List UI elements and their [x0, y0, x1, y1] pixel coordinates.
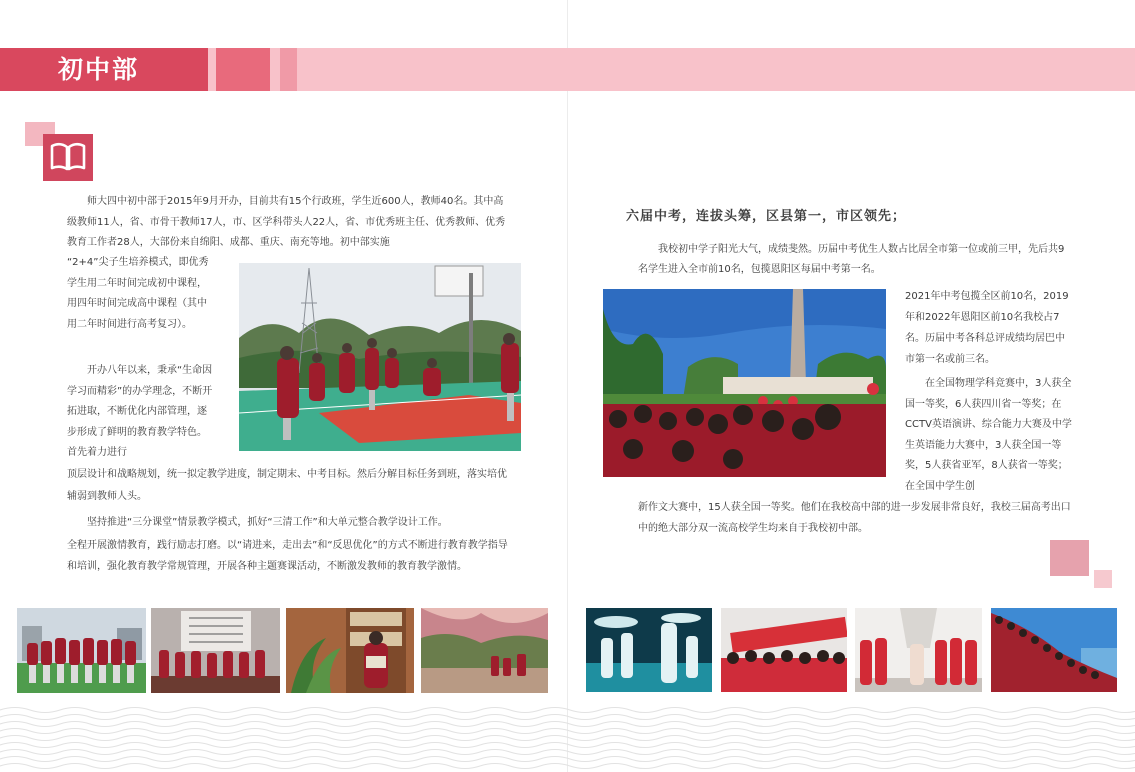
left-paragraph-2: 开办八年以来，秉承“生命因学习而精彩”的办学理念，不断开拓进取，不断优化内部管理，逐步形成了鲜明的教育教学特色。首先着力进行 [67, 365, 213, 458]
left-paragraph-3b: 全程开展激情教育，践行励志打磨。以“请进来，走出去”和“反思优化”的方式不断进行教育教学指导和培训，强化教育教学常规管理，开展各种主题赛课活动，不断激发教师的教育教学激情。 [67, 540, 508, 572]
photo-campus-walk [421, 608, 548, 693]
photo-reading-student [286, 608, 414, 693]
photo-basketball-court [239, 263, 521, 451]
wave-pattern [0, 704, 1135, 772]
wave-line [0, 757, 1135, 762]
header-band-block [216, 48, 270, 91]
right-paragraph-3-cont: 新作文大赛中，15人获全国一等奖。他们在我校高中部的进一步发展非常良好，我校三届高考出口中的绝大部分双一流高校学生均来自于我校初中部。 [638, 502, 1071, 534]
wave-line [0, 729, 1135, 734]
decor-square-small [1094, 570, 1112, 588]
wave-line [0, 708, 1135, 713]
wave-line [0, 722, 1135, 727]
photo-students-field [17, 608, 146, 693]
photo-choir-formation [991, 608, 1117, 692]
left-paragraph-3a: 坚持推进“三分课堂”情景教学模式，抓好“三清工作”和大单元整合教学设计工作。 [87, 517, 448, 528]
page-spine [567, 0, 568, 772]
right-paragraph-1: 我校初中学子阳光大气，成绩斐然。历届中考优生人数占比居全市第一位或前三甲，先后共9名学生进入全市前10名，包揽恩阳区每届中考第一名。 [638, 244, 1065, 275]
book-icon-box [43, 134, 93, 181]
header-band-block-small [280, 48, 297, 91]
left-paragraph-1-cont: “2+4”尖子生培养模式，即优秀学生用二年时间完成初中课程，用四年时间完成高中课程（其中用二年时间进行高考复习）。 [67, 257, 209, 330]
right-paragraph-2: 2021年中考包揽全区前10名，2019年和2022年恩阳区前10名我校占7名。历届中考各科总评成绩均居巴中市第一名或前三名。 [905, 291, 1069, 365]
photo-dance-performance [586, 608, 712, 692]
wave-line [0, 750, 1135, 755]
left-paragraph-2-cont: 顶层设计和战略规划，统一拟定教学进度，制定期末、中考目标。然后分解目标任务到班，落实培优辅弱到教师人头。 [67, 469, 507, 502]
decor-square [1050, 540, 1089, 576]
wave-line [0, 743, 1135, 748]
section-title: 初中部 [58, 55, 140, 84]
right-paragraph-3: 在全国物理学科竞赛中，3人获全国一等奖，6人获四川省一等奖；在CCTV英语演讲、综合能力大赛及中学生英语能力大赛中，3人获全国一等奖，5人获省亚军，8人获省一等奖；在全国中学生创 [905, 378, 1072, 492]
wave-line [0, 764, 1135, 769]
book-icon [48, 140, 88, 174]
photo-hallway-choir [855, 608, 982, 692]
left-paragraph-1: 师大四中初中部于2015年9月开办，目前共有15个行政班，学生近600人，教师40名。其中高级教师11人，省、市骨干教师17人，市、区学科带头人22人，省、市优秀班主任、优秀教师、优秀教育工作者28人，大部份来自绵阳、成都、重庆、南充等地。初中部实施 [67, 196, 506, 248]
photo-class-banner [721, 608, 847, 692]
right-heading: 六届中考，连拔头筹，区县第一，市区领先； [626, 209, 907, 224]
wave-line [0, 715, 1135, 720]
photo-monument-students [603, 289, 886, 477]
photo-stage-award [151, 608, 280, 693]
wave-line [0, 736, 1135, 741]
